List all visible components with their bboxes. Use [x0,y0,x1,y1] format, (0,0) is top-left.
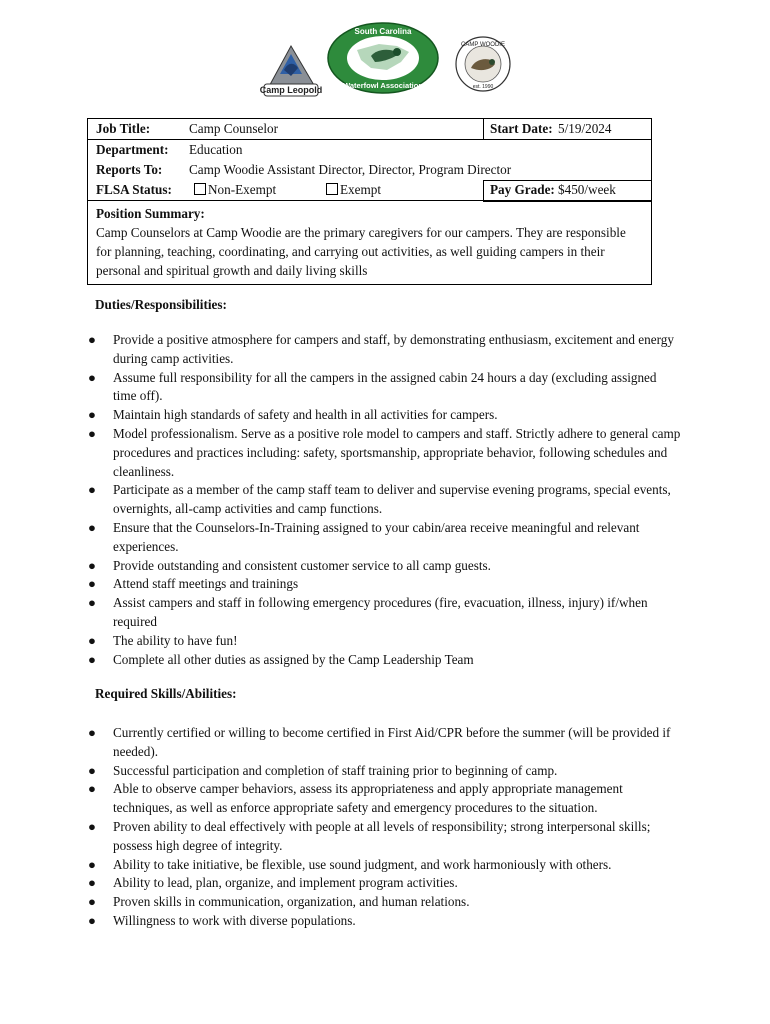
list-item [88,893,683,912]
job-title-row [88,119,651,140]
bullet-icon: ● [88,651,96,667]
list-item [88,481,683,519]
list-item-text: The ability to have fun! [113,632,238,648]
start-date-cell [483,119,651,139]
list-item-text: Complete all other duties as assigned by the Camp Leadership Team [113,651,474,667]
scwa-logo-top-text: South Carolina [354,27,412,36]
bullet-icon: ● [88,632,96,648]
exempt-checkbox[interactable] [326,183,338,195]
woodie-logo-top-text: CAMP WOODIE [461,42,505,48]
list-item-text: Provide a positive atmosphere for campers and staff, by demonstrating enthusiasm, excitement and energy during camp activities. [113,332,674,366]
list-item [88,632,683,651]
list-item-text: Assist campers and staff in following emergency procedures (fire, evacuation, illness, injury) if/when required [113,595,648,629]
list-item-text: Provide outstanding and consistent customer service to all camp guests. [113,557,491,573]
pay-grade-value: $450/week [558,182,616,197]
list-item-text: Proven skills in communication, organization, and human relations. [113,894,470,910]
leopold-logo-text: Camp Leopold [260,85,322,95]
bullet-icon: ● [88,595,96,611]
list-item [88,818,683,856]
bullet-icon: ● [88,818,96,834]
bullet-icon: ● [88,407,96,423]
list-item [88,856,683,875]
bullet-icon: ● [88,482,96,498]
list-item-text: Successful participation and completion of staff training prior to beginning of camp. [113,762,558,778]
list-item [88,651,683,670]
position-summary [88,200,651,284]
position-summary-text: Camp Counselors at Camp Woodie are the primary caregivers for our campers. They are responsible for planning, teaching, coordinating, and carrying out activities, as well guiding campers in their personal and spiritual growth and daily living skills [96,225,626,278]
skills-heading: Required Skills/Abilities: [95,686,237,701]
bullet-icon: ● [88,856,96,872]
list-item-text: Willingness to work with diverse populations. [113,912,356,928]
pay-grade-cell [483,180,651,202]
bullet-icon: ● [88,875,96,891]
reports-to-row [88,160,651,180]
list-item-text: Proven ability to deal effectively with people at all levels of responsibility; strong interpersonal skills; possess high degree of integrity. [113,818,651,853]
logo-bar [0,22,770,94]
start-date-label: Start Date: [490,121,553,136]
department-value: Education [189,142,243,157]
camp-leopold-logo [260,40,322,98]
list-item [88,874,683,893]
woodie-logo-bottom-text: est. 1990 [472,84,494,90]
bullet-icon: ● [88,519,96,535]
job-title-label: Job Title: [96,121,151,136]
list-item [88,762,683,781]
list-item [88,369,683,407]
flsa-label: FLSA Status: [96,182,172,197]
list-item [88,575,683,594]
bullet-icon: ● [88,576,96,592]
flsa-option-exempt[interactable] [326,182,381,198]
list-item-text: Ensure that the Counselors-In-Training assigned to your cabin/area receive meaningful and relevant experiences. [113,519,640,554]
list-item [88,519,683,557]
position-summary-title: Position Summary: [96,206,205,221]
reports-to-label: Reports To: [96,162,163,177]
job-info-table [87,118,652,285]
list-item-text: Currently certified or willing to become certified in First Aid/CPR before the summer (will be provided if needed). [113,725,671,759]
non-exempt-checkbox[interactable] [194,183,206,195]
list-item-text: Attend staff meetings and trainings [113,576,299,592]
pay-grade-label: Pay Grade: [490,182,555,197]
bullet-icon: ● [88,557,96,573]
bullet-icon: ● [88,762,96,778]
list-item [88,780,683,818]
reports-to-value: Camp Woodie Assistant Director, Director, Program Director [189,162,512,177]
non-exempt-label: Non-Exempt [208,182,277,197]
bullet-icon: ● [88,725,96,740]
exempt-label: Exempt [340,182,382,197]
bullet-icon: ● [88,332,96,347]
list-item-text: Ability to take initiative, be flexible, use sound judgment, and work harmoniously with others. [113,856,612,872]
department-row [88,140,651,160]
list-item-text: Participate as a member of the camp staff team to deliver and supervise evening programs, special events, overnights, all-camp activities and camp functions. [113,482,671,517]
list-item-text: Able to observe camper behaviors, assess its appropriateness and apply appropriate management techniques, as well as enforce appropriate safety and emergency procedures to the situation. [113,781,623,816]
job-title-value: Camp Counselor [189,121,279,136]
scwa-logo-bottom-text: Waterfowl Association [343,81,423,90]
list-item [88,724,683,762]
list-item-text: Assume full responsibility for all the campers in the assigned cabin 24 hours a day (excluding assigned time off). [113,369,657,404]
flsa-option-non-exempt[interactable] [194,182,276,198]
bullet-icon: ● [88,781,96,797]
list-item [88,594,683,632]
bullet-icon: ● [88,369,96,385]
list-item-text: Maintain high standards of safety and health in all activities for campers. [113,407,498,423]
duties-list [88,331,683,669]
skills-list [88,724,683,931]
duties-heading: Duties/Responsibilities: [95,297,227,312]
list-item [88,425,683,481]
list-item [88,331,683,369]
department-label: Department: [96,142,169,157]
start-date-value: 5/19/2024 [558,121,612,136]
list-item-text: Ability to lead, plan, organize, and implement program activities. [113,875,458,891]
list-item [88,406,683,425]
bullet-icon: ● [88,425,96,441]
bullet-icon: ● [88,912,96,928]
camp-woodie-logo [455,36,511,92]
list-item [88,557,683,576]
sc-waterfowl-association-logo [327,22,439,94]
list-item [88,912,683,931]
list-item-text: Model professionalism. Serve as a positive role model to campers and staff. Strictly adhere to general camp procedures and practices including: safety, sportsmanship, appropriate behavior, following schedules and cleanliness. [113,425,681,479]
flsa-row [88,180,651,200]
bullet-icon: ● [88,894,96,910]
